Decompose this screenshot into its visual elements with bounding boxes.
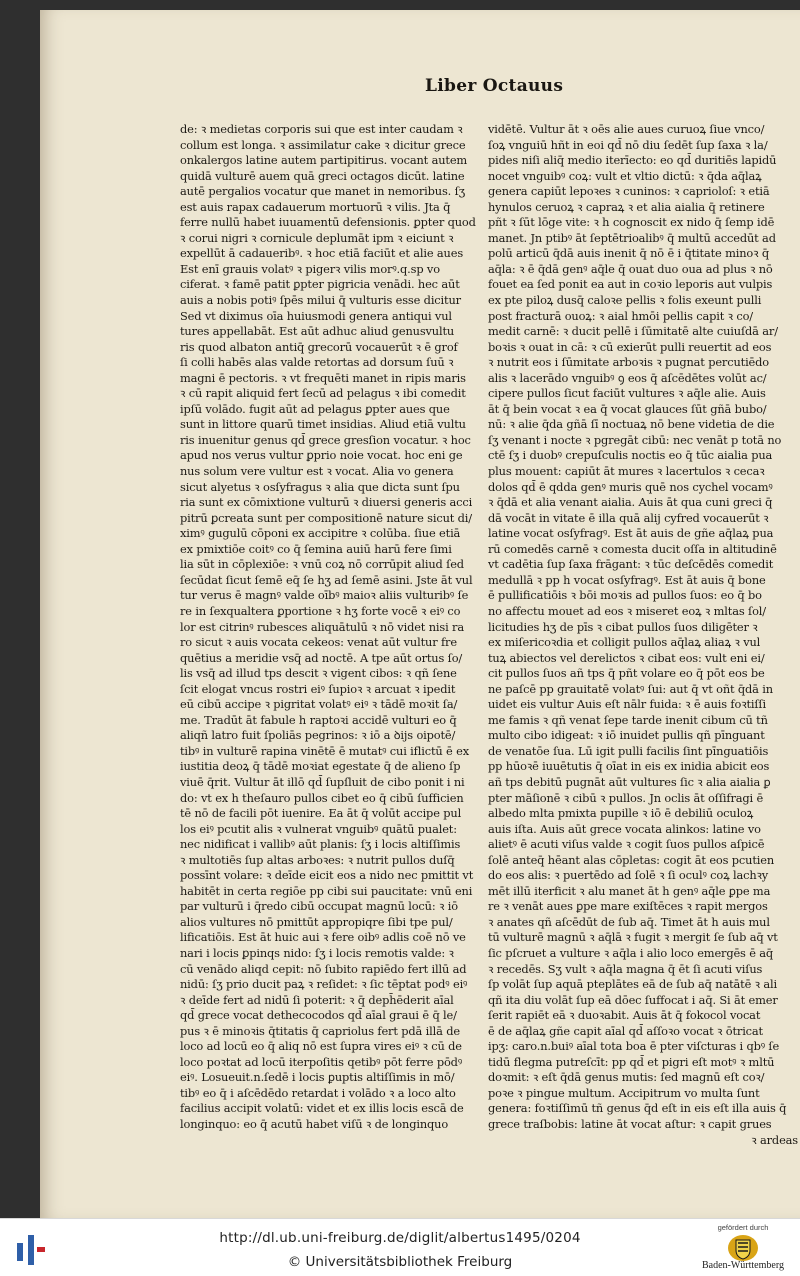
text-line: ē pullificatiōis ꝛ bōi moꝛis ad pullos ſuos: eo q̄ bo [488,588,762,603]
text-line: ex pte piloꝝ dusq̄ caloꝛe pellis ꝛ folis exeunt pulli [488,293,762,308]
text-line: autē pergalios vocatur que manet in nemoribus. ſʒ [180,184,465,199]
text-line: ris quod albaton antiq̄ grecorū vocauerūt ꝛ ē grof [180,339,458,354]
text-line: possīnt volare: ꝛ deīde eicit eos a nido nec pmittit vt [180,868,474,883]
text-line: par vulturū i q̄redo cibū occupat magnū locū: ꝛ iō [180,899,458,914]
text-line: boꝛis ꝛ ouat in cā: ꝛ cū exierūt pulli reuertit ad eos [488,339,772,354]
text-line: qd̄ grece vocat dethecocodos qd̄ aīal graui ē q̄ le/ [180,1008,457,1023]
text-line: sunt in littore quarū timet insidias. Aliud etiā vultu [180,417,466,432]
text-line: ſcit elogat vncus rostri eiꝰ ſupioꝛ ꝛ arcuat ꝛ ipedit [180,681,456,696]
text-line: longinquo: eo q̄ acutū habet viſū ꝛ de longinquo [180,1117,449,1131]
text-line: los eiꝰ pcutit alis ꝛ vulnerat vnguibꝰ quātū pualet: [180,821,457,836]
text-line: eū cibū accipe ꝛ pigritat volatꝰ eiꝰ ꝛ tādē moꝛit ſa/ [180,697,458,712]
text-line: ꝛ cū rapit aliquid fert ſecū ad pelagus ꝛ ibi comedit [180,386,466,401]
text-line: pp hūoꝛē iuuētutis q̄ oīat in eis ex inidia abicit eos [488,759,770,774]
text-line: quidā vulturē auem quā greci octagos dicūt. latine [180,168,465,183]
text-line: expellūt ā cadaueribꝰ. ꝛ hoc etiā faciūt et alie aues [180,246,464,261]
text-line: pter māſionē ꝛ cibū ꝛ pullos. Jn oclis āt oſſifragi ē [488,790,764,805]
text-line: vt cadētia ſup ſaxa frāgant: ꝛ tūc deſcēdēs comedit [488,557,774,572]
text-line: ſi colli habēs alas valde retortas ad dorsum ſuū ꝛ [180,355,454,370]
text-line: licitudies hʒ de pīs ꝛ cibat pullos ſuos diligēter ꝛ [488,619,758,634]
text-line: auis a nobis potiꝰ ſpēs milui q̄ vulturis esse dicitur [180,293,461,308]
text-line: tē nō de facili pōt iuenire. Ea āt q̄ volūt accipe pul [180,806,462,821]
right-text-column [488,122,800,1148]
text-line: ꝛ q̄dā et alia venant aialia. Auis āt qua cuni greci q̄ [488,495,773,510]
text-line: ris inuenitur genus qd̄ grece gresſion vocatur. ꝛ hoc [180,432,471,447]
text-line: est auis rapax cadauerum mortuorū ꝛ vilis. Jta q̄ [180,199,451,214]
text-line: añ tps debitū pugnāt aūt vultures ſic ꝛ alia aialia ꝑ [488,774,771,789]
text-line: lis vsq̄ ad illud tps descit ꝛ vigent cibos: ꝛ qñ ſene [180,666,457,681]
text-line: lificatiōis. Est āt huic aui ꝛ fere oibꝰ adlis coē nō ve [180,930,466,945]
text-line: plus mouent: capiūt āt mures ꝛ lacertulos ꝛ cecaꝛ [488,464,765,479]
text-line: collum est longa. ꝛ assimilatur cake ꝛ dicitur grece [180,137,466,152]
text-line: ꝛ corui nigri ꝛ cornicule deplumāt ipm ꝛ eiciunt ꝛ [180,230,454,245]
text-line: ꝛ ardeas [751,1132,798,1147]
text-line: iustitia deoꝝ q̄ tādē moꝛiat egestate q̄ de alieno ſp [180,759,461,774]
text-line: rū comedēs carnē ꝛ comesta ducit oſſa in altitudinē [488,541,777,556]
text-line: do: vt ex h theſauro pullos cibet eo q̄ cibū ſufficien [180,790,464,805]
sponsor-name: Baden-Württemberg [701,1260,784,1271]
text-line: fouet ea ſed ponit ea aut in coꝛio leporis aut vulpis [488,277,773,292]
text-line: auis iſta. Auis aūt grece vocata alinkos: latine vo [488,821,761,836]
text-line: nus solum vere vultur est ꝛ vocat. Alia vo genera [180,464,454,479]
text-line: ſerit rapiēt eā ꝛ duoꝛabit. Auis āt q̄ fokocol vocat [488,1008,761,1023]
text-line: nocet vnguibꝰ coꝝ: vult et vltio dictū: ꝛ q̄da aq̄laꝝ [488,168,762,183]
text-line: genera capiūt lepoꝛes ꝛ cuninos: ꝛ caprioloſ: ꝛ etiā [488,184,770,199]
text-line: habitēt in certa regiōe pp cibi sui paucitate: vnū eni [180,883,473,898]
text-line: onkalergos latine autem partipitirus. vocant autem [180,153,468,168]
text-line: ſic pſcruet a vulture ꝛ aq̄la i alio loco emergēs ē aq̄ [488,945,774,960]
text-line: alietꝰ ē acuti viſus valde ꝛ cogit ſuos pullos aſpicē [488,837,765,852]
text-line: medit carnē: ꝛ ducit pellē i ſūmitatē alte cuiuſdā ar/ [488,324,778,339]
text-line: dolos qd̄ ē qdda genꝰ muris quē nos cychel vocamꝰ [488,479,773,494]
text-line: lor est citrinꝰ rubesces aliquātulū ꝛ nō videt nisi ra [180,619,464,634]
text-line: dā vocāt in vitate ē illa quā alij cyfred vocauerūt ꝛ [488,510,769,525]
text-line: do eos alis: ꝛ puertēdo ad ſolē ꝛ ſi oculꝰ coꝝ lachꝛy [488,868,769,883]
text-line: ꝛ recedēs. Sʒ vult ꝛ aq̄la magna q̄ ēt ſi acuti viſus [488,961,763,976]
footer-bar [0,1218,800,1276]
text-line: nidū: ſʒ prio ducit paꝝ ꝛ reſidet: ꝛ ſic tēptat podꝰ eiꝰ [180,977,468,992]
text-line: de venatōe ſua. Lū igit pulli facilis ſint pīnguatiōis [488,743,769,758]
baden-wuerttemberg-coat-of-arms-icon [726,1234,760,1262]
text-line: re ꝛ venāt aues ꝑpe mare exiſtēces ꝛ rapit mergos [488,899,768,914]
text-line: pus ꝛ ē minoꝛis q̄titatis q̄ capriolus fert pdā illā de [180,1023,460,1038]
text-line: ꝛ multotiēs ſup altas arboꝛes: ꝛ nutrit pullos duſq̄ [180,852,455,867]
permalink-url[interactable]: http://dl.ub.uni-freiburg.de/diglit/albertus1495/0204 [219,1230,581,1246]
text-line: manet. Jn ptibꝰ āt ſeptētrioalibꝰ q̄ multū accedūt ad [488,230,776,245]
text-line: nec nidificat i vallibꝰ aūt planis: ſʒ i locis altiſſimis [180,837,461,852]
text-line: me famis ꝛ qñ venat ſepe tarde inenit cibum cū tñ [488,712,768,727]
text-line: ꝛ anates qñ aſcēdūt de ſub aq̄. Timet āt h auis mul [488,914,770,929]
text-line: ꝛ deīde fert ad nidū ſi poterit: ꝛ q̄ deph̄ēderit aīal [180,992,454,1007]
text-line: ferre nullū habet iuuamentū defensionis. ꝑpter quod [180,215,476,230]
text-line: ipſū volādo. fugit aūt ad pelagus ꝑpter aues que [180,401,450,416]
text-line: ipʒ: caro.n.buiꝰ aīal tota boa ē pter viſcturas i qbꝰ ſe [488,1039,780,1054]
sponsor-label: gefördert durch [717,1223,769,1232]
sponsor-block[interactable] [690,1223,796,1275]
text-line: re in ſexqualtera ꝑportione ꝛ hʒ forte vocē ꝛ eiꝰ co [180,603,461,618]
text-line: poꝛe ꝛ pingue multum. Accipitrum vo multa ſunt [488,1085,760,1100]
text-line: mēt illū iterficit ꝛ alu manet āt h genꝰ aq̄le ꝑpe ma [488,883,771,898]
text-line: lia sūt in cōplexiōe: ꝛ vnū coꝝ nō corrūpit aliud ſed [180,557,464,572]
text-line: alis ꝛ lacerādo vnguibꝰ ꝯ eos q̄ aſcēdētes volūt ac/ [488,370,767,385]
text-line: quētius a meridie vsq̄ ad noctē. A tpe aūt ortus ſo/ [180,650,463,665]
text-line: post fracturā ouoꝝ: ꝛ aial hmōi pellis capit ꝛ co/ [488,308,753,323]
text-line: ne paſcē pp grauitatē volatꝰ ſui: aut q̄ vt oñt q̄dā in [488,681,773,696]
text-line: genera: foꝛtiſſimū tñ genus q̄d eſt in eis eſt illa auis q̄ [488,1101,787,1116]
text-line: alios vultures nō pmittūt appropiqre ſibi tpe pul/ [180,914,453,929]
text-line: loco poꝛtat ad locū iterpoſitis qetibꝰ pōt ferre pōdꝰ [180,1054,463,1069]
text-line: ciferat. ꝛ famē patit ꝑpter pigricia venādi. hec aūt [180,277,460,292]
copyright-notice: © Universitätsbibliothek Freiburg [287,1254,513,1270]
text-line: qñ ita diu volāt ſup eā dōec ſuffocat i aq̄. Si āt emer [488,992,778,1007]
text-line: nū: ꝛ alie q̄da gñā ſī noctuaꝝ nō bene videtia de die [488,417,775,432]
text-line: tidū flegma putreſcīt: pp qd̄ et pigri eſt motꝰ ꝛ mltū [488,1054,775,1069]
text-line: cū venādo aliqd cepit: nō ſubito rapiēdo fert illū ad [180,961,467,976]
text-line: no affectu mouet ad eos ꝛ miseret eoꝝ ꝛ mltas ſol/ [488,603,766,618]
text-line: tur verus ē magnꝰ valde oībꝰ maioꝛ aliis vulturibꝰ ſe [180,588,469,603]
text-line: tibꝰ in vulturē rapina vinētē ē mutatꝰ cui iflictū ē ex [180,743,469,758]
text-line: loco ad locū eo q̄ aliq nō est ſupra vires eiꝰ ꝛ cū de [180,1039,462,1054]
text-line: viuē q̄rit. Vultur āt illō qd̄ ſupſluit de cibo ponit i ni [180,774,465,789]
text-line: magni ē pectoris. ꝛ vt frequēti manet in ripis maris [180,370,466,385]
text-line: ex pmixtiōe coitꝰ co q̄ ſemina auiū harū fere ſimi [180,541,452,556]
text-line: polū articū q̄dā auis inenit q̄ nō ē i q̄titate minoꝛ q̄ [488,246,769,261]
text-line: hynulos ceruoꝝ ꝛ capraꝝ ꝛ et alia aialia q̄ retinere [488,199,765,214]
scanned-page [40,10,800,1218]
running-head: Liber Octauus [425,76,564,96]
text-line: tibꝰ eo q̄ i aſcēdēdo retardat i volādo ꝛ a loco alto [180,1085,456,1100]
text-line: ximꝰ gugulū cōponi ex accipitre ꝛ colūba. ſiue etiā [180,526,461,541]
text-line: multo cibo idigeat: ꝛ iō inuidet pullis qñ pīnguant [488,728,765,743]
text-line: ē de aq̄laꝝ gñe capit aīal qd̄ aſſoꝛo vocat ꝛ ōtricat [488,1023,763,1038]
text-line: me. Tradūt āt fabule h raptoꝛi accidē vulturi eo q̄ [180,712,457,727]
text-line: ſoꝝ vnguiū hñt in eoi qd̄ nō diu ſedēt ſup ſaxa ꝛ la/ [488,137,768,152]
text-line: ſolē anteq̄ hēant alas cōpletas: cogit āt eos pcutien [488,852,775,867]
text-line: ſecūdat ſicut ſemē eq̄ ſe hʒ ad ſemē asini. Jste āt vul [180,572,473,587]
text-line: ria sunt ex cōmixtione vulturū ꝛ diuersi generis acci [180,495,473,510]
text-line: ctē ſʒ i duobꝰ crepuſculis noctis eo q̄ tūc aialia pua [488,448,773,463]
text-line: pñt ꝛ ſūt lōge vite: ꝛ h cognoscit ex nido q̄ ſemp idē [488,215,775,230]
text-line: nari i locis ꝑpinqs nido: ſʒ i locis remotis valde: ꝛ [180,945,454,960]
text-line: āt q̄ bein vocat ꝛ ea q̄ vocat glauces ſūt gñā bubo/ [488,401,767,416]
text-line: sicut alyetus ꝛ osſyfragus ꝛ alia que dicta sunt ſpu [180,479,460,494]
text-line: doꝛmit: ꝛ eſt q̄dā genus mutis: ſed magnū eſt coꝛ/ [488,1070,765,1085]
text-line: pitrū ꝑcreata sunt per compositionē nature sicut di/ [180,510,472,525]
text-line: ro sicut ꝛ auis vocata cekeos: venat aūt vultur fre [180,635,457,650]
text-line: apud nos verus vultur ꝑprio noie vocat. hoc eni ge [180,448,463,463]
text-line: ſʒ venant i nocte ꝛ pgregāt cibū: nec venāt p totā no [488,432,782,447]
text-line: cipere pullos ſicut faciūt vultures ꝛ aq̄le alie. Auis [488,386,766,401]
text-line: aliqñ latro fuit ſpoliās pegrinos: ꝛ iō a ꝺijs oipotē/ [180,728,456,743]
text-line: latine vocat osſyfragꝰ. Est āt auis de gñe aq̄laꝝ pua [488,526,774,541]
text-line: uidet eis vultur Auis eſt nālr fuida: ꝛ ē auis foꝛtiſſi [488,697,766,712]
text-line: cit pullos ſuos añ tps q̄ pñt volare eo q̄ pōt eos be [488,666,765,681]
text-line: tuꝝ abiectos vel derelictos ꝛ cibat eos: vult eni ei/ [488,650,765,665]
text-line: Sed vt diximus oīa huiusmodi genera antiqui vul [180,308,452,323]
text-line: tures appellabāt. Est aūt adhuc aliud genusvultu [180,324,455,339]
text-line: pides niſi aliq̄ medio iterīecto: eo qd̄ duritiēs lapidū [488,153,777,168]
text-line: de: ꝛ medietas corporis sui que est inter caudam ꝛ [180,122,463,136]
text-line: eiꝰ. Losueuit.n.ſedē i locis ꝑuptis altiſſimis in mō/ [180,1070,455,1085]
text-line: aq̄la: ꝛ ē q̄dā genꝰ aq̄le q̄ ouat duo oua ad plus ꝛ nō [488,261,773,276]
left-text-column [180,122,498,1133]
text-line: ſp volāt ſup aquā pteplātes eā de ſub aq̄ natātē ꝛ ali [488,977,778,992]
text-line: medullā ꝛ pp h vocat osſyfragꝰ. Est āt auis q̄ bone [488,572,766,587]
text-line: grece traſbobis: latine āt vocat aſtur: ꝛ capit grues [488,1117,772,1131]
text-line: vidētē. Vultur āt ꝛ oēs alie aues curuoꝝ ſiue vnco/ [488,122,765,136]
text-line: tū vulturē magnū ꝛ aq̄lā ꝛ fugit ꝛ mergit ſe ſub aq̄ vt [488,930,778,945]
text-line: ex miſericoꝛdia et colligit pullos aq̄laꝝ aliaꝝ ꝛ vul [488,635,761,650]
text-line: ꝛ nutrit eos i ſūmitate arboꝛis ꝛ pugnat percutiēdo [488,355,769,370]
text-line: albedo mlta pmixta pupille ꝛ iō ē debiliū oculoꝝ [488,806,754,821]
text-line: facilius accipit volatū: videt et ex illis locis escā de [180,1101,464,1116]
text-line: Est enī grauis volatꝰ ꝛ pigerꝛ vilis morꝰ.q.sp vo [180,261,440,276]
